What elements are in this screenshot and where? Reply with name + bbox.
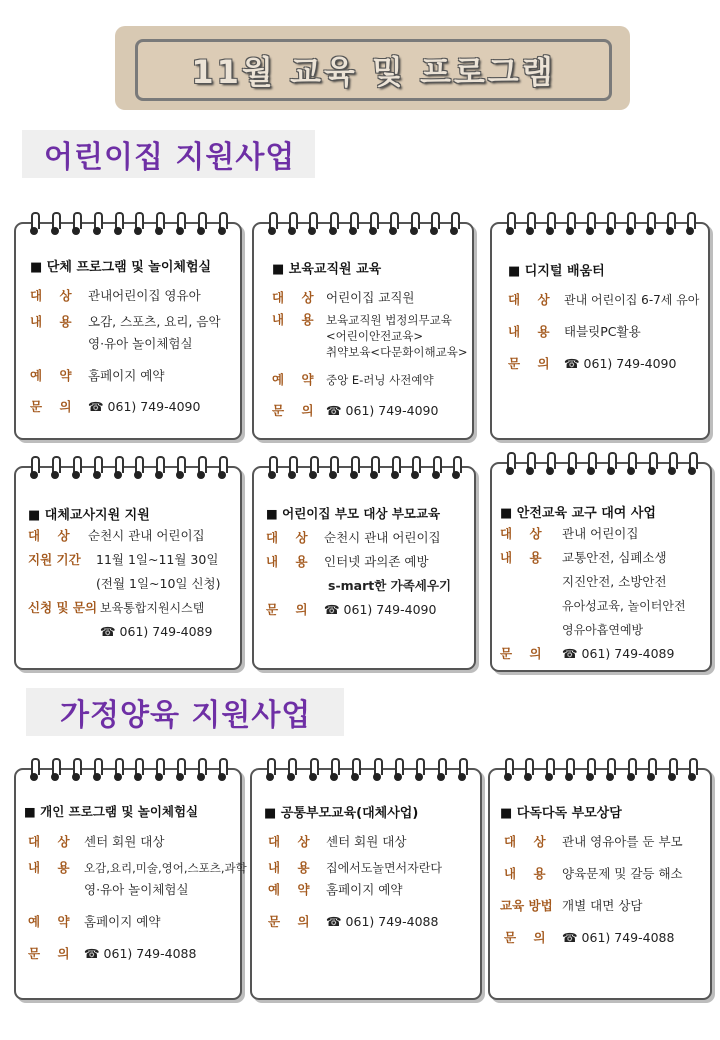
value-reservation: 홈페이지 예약	[88, 368, 165, 383]
binding-ring	[308, 212, 316, 236]
page-title: 11월 교육 및 프로그램	[191, 53, 556, 91]
binding-ring	[566, 212, 574, 236]
binding-ring	[176, 456, 184, 480]
card-title: ■ 보육교직원 교육	[272, 262, 382, 277]
label-content: 내 용	[266, 554, 308, 569]
program-card-parent-education	[252, 466, 476, 670]
label-inquiry: 문 의	[500, 646, 542, 661]
binding-ring	[415, 758, 423, 782]
value-content-3: 유아성교육, 놀이터안전	[562, 599, 686, 613]
binding-ring	[627, 758, 635, 782]
binding-ring	[51, 212, 59, 236]
value-reservation: 중앙 E-러닝 사전예약	[326, 373, 434, 387]
label-inquiry: 문 의	[30, 399, 72, 414]
value-content-2: 지진안전, 소방안전	[562, 574, 667, 589]
label-inquiry: 문 의	[268, 914, 310, 929]
value-content: 집에서도놀면서자란다	[326, 861, 442, 875]
binding-ring	[686, 212, 694, 236]
binding-ring	[666, 212, 674, 236]
binding-ring	[72, 758, 80, 782]
program-card-staff	[252, 222, 474, 440]
binding-ring	[155, 212, 163, 236]
section-title-daycare: 어린이집 지원사업	[22, 130, 315, 178]
label-method: 교육 방법	[500, 898, 553, 913]
program-card-digital	[490, 222, 710, 440]
binding-ring	[309, 758, 317, 782]
value-content: 보육교직원 법정의무교육	[326, 313, 452, 327]
label-content: 내 용	[268, 860, 310, 875]
binding-ring	[288, 212, 296, 236]
spiral-binding	[506, 452, 696, 478]
value-reservation: 홈페이지 예약	[84, 914, 161, 929]
binding-ring	[197, 456, 205, 480]
binding-ring	[586, 212, 594, 236]
spiral-binding	[30, 212, 226, 238]
binding-ring	[586, 758, 594, 782]
binding-ring	[391, 456, 399, 480]
binding-ring	[587, 452, 595, 476]
binding-ring	[268, 456, 276, 480]
card-title: ■ 디지털 배움터	[508, 264, 605, 279]
binding-ring	[93, 456, 101, 480]
label-target: 대 상	[266, 530, 308, 545]
binding-ring	[506, 452, 514, 476]
spiral-binding	[30, 456, 226, 482]
banner	[115, 26, 630, 110]
spiral-binding	[266, 758, 466, 784]
binding-ring	[114, 456, 122, 480]
value-content-2: 영·유아 놀이체험실	[88, 336, 193, 351]
binding-ring	[176, 212, 184, 236]
binding-ring	[309, 456, 317, 480]
binding-ring	[524, 758, 532, 782]
binding-ring	[432, 456, 440, 480]
card-title: ■ 대체교사지원 지원	[28, 508, 150, 523]
label-target: 대 상	[272, 290, 314, 305]
binding-ring	[668, 452, 676, 476]
binding-ring	[373, 758, 381, 782]
binding-ring	[668, 758, 676, 782]
binding-ring	[72, 456, 80, 480]
value-phone: ☎ 061) 749-4090	[326, 403, 439, 418]
value-target: 순천시 관내 어린이집	[88, 528, 205, 543]
binding-ring	[646, 212, 654, 236]
binding-ring	[546, 452, 554, 476]
binding-ring	[134, 456, 142, 480]
card-title: ■ 단체 프로그램 및 놀이체험실	[30, 260, 212, 275]
value-content-2: s-mart한 가족세우기	[328, 578, 452, 593]
label-target: 대 상	[30, 288, 72, 303]
binding-ring	[114, 212, 122, 236]
value-content: 양육문제 및 갈등 해소	[562, 866, 683, 881]
value-reservation: 홈페이지 예약	[326, 882, 403, 897]
label-inquiry: 문 의	[504, 930, 546, 945]
value-content: 태블릿PC활용	[564, 324, 641, 339]
binding-ring	[452, 456, 460, 480]
spiral-binding	[506, 212, 694, 238]
binding-ring	[437, 758, 445, 782]
label-content: 내 용	[30, 314, 72, 329]
value-content-3: 취약보육<다문화이해교육>	[326, 345, 468, 359]
binding-ring	[369, 212, 377, 236]
binding-ring	[93, 212, 101, 236]
value-phone: ☎ 061) 749-4088	[84, 946, 197, 961]
label-reservation: 예 약	[268, 882, 310, 897]
spiral-binding	[504, 758, 696, 784]
section-title-home-care: 가정양육 지원사업	[26, 688, 344, 736]
program-card-common-parent	[250, 768, 482, 1000]
label-content: 내 용	[500, 550, 542, 565]
label-apply: 신청 및 문의	[28, 600, 98, 615]
card-title: ■ 안전교육 교구 대여 사업	[500, 506, 656, 521]
value-content: 교통안전, 심폐소생	[562, 550, 667, 565]
binding-ring	[51, 456, 59, 480]
card-title: ■ 다독다독 부모상담	[500, 806, 622, 821]
value-phone: ☎ 061) 749-4090	[88, 399, 201, 414]
value-target: 관내어린이집 영유아	[88, 288, 201, 303]
label-target: 대 상	[500, 526, 542, 541]
label-inquiry: 문 의	[272, 403, 314, 418]
binding-ring	[329, 212, 337, 236]
value-phone: ☎ 061) 749-4089	[100, 624, 213, 639]
binding-ring	[114, 758, 122, 782]
card-title: ■ 공통부모교육(대체사업)	[264, 806, 419, 821]
banner-frame	[135, 39, 612, 101]
value-phone: ☎ 061) 749-4089	[562, 646, 675, 661]
value-period: 11월 1일~11월 30일	[96, 552, 219, 567]
program-card-individual	[14, 768, 247, 1000]
binding-ring	[506, 212, 514, 236]
binding-ring	[627, 452, 635, 476]
value-phone: ☎ 061) 749-4090	[564, 356, 677, 371]
value-target: 어린이집 교직원	[326, 290, 415, 305]
value-phone: ☎ 061) 749-4088	[562, 930, 675, 945]
binding-ring	[430, 212, 438, 236]
binding-ring	[606, 758, 614, 782]
binding-ring	[30, 212, 38, 236]
program-card-substitute	[14, 466, 242, 670]
value-target: 센터 회원 대상	[326, 834, 407, 849]
binding-ring	[155, 758, 163, 782]
label-content: 내 용	[504, 866, 546, 881]
binding-ring	[526, 452, 534, 476]
label-content: 내 용	[28, 860, 70, 875]
binding-ring	[176, 758, 184, 782]
label-inquiry: 문 의	[508, 356, 550, 371]
spiral-binding	[30, 758, 226, 784]
binding-ring	[688, 452, 696, 476]
binding-ring	[266, 758, 274, 782]
card-title: ■ 개인 프로그램 및 놀이체험실	[24, 804, 199, 819]
program-card-safety-rental	[490, 462, 712, 672]
binding-ring	[607, 452, 615, 476]
label-content: 내 용	[272, 312, 314, 327]
binding-ring	[389, 212, 397, 236]
binding-ring	[30, 758, 38, 782]
binding-ring	[648, 452, 656, 476]
value-target: 센터 회원 대상	[84, 834, 165, 849]
binding-ring	[134, 212, 142, 236]
binding-ring	[218, 758, 226, 782]
value-period-2: (전월 1일~10일 신청)	[96, 576, 221, 591]
binding-ring	[287, 758, 295, 782]
value-target: 관내 영유아를 둔 부모	[562, 834, 683, 849]
binding-ring	[349, 212, 357, 236]
binding-ring	[688, 758, 696, 782]
label-period: 지원 기간	[28, 552, 81, 567]
binding-ring	[450, 212, 458, 236]
value-apply: 보육통합지원시스템	[100, 601, 205, 615]
binding-ring	[370, 456, 378, 480]
label-inquiry: 문 의	[28, 946, 70, 961]
label-target: 대 상	[508, 292, 550, 307]
binding-ring	[567, 452, 575, 476]
binding-ring	[526, 212, 534, 236]
binding-ring	[268, 212, 276, 236]
label-target: 대 상	[28, 528, 70, 543]
binding-ring	[330, 758, 338, 782]
label-target: 대 상	[268, 834, 310, 849]
binding-ring	[197, 758, 205, 782]
label-reservation: 예 약	[272, 372, 314, 387]
binding-ring	[545, 758, 553, 782]
binding-ring	[350, 456, 358, 480]
value-content: 인터넷 과의존 예방	[324, 554, 429, 569]
program-card-group	[14, 222, 242, 440]
label-content: 내 용	[508, 324, 550, 339]
binding-ring	[606, 212, 614, 236]
value-target: 관내 어린이집 6-7세 유아	[564, 293, 700, 307]
value-content-4: 영유아흡연예방	[562, 623, 644, 637]
binding-ring	[411, 456, 419, 480]
binding-ring	[565, 758, 573, 782]
value-phone: ☎ 061) 749-4090	[324, 602, 437, 617]
binding-ring	[30, 456, 38, 480]
binding-ring	[288, 456, 296, 480]
spiral-binding	[268, 212, 458, 238]
binding-ring	[134, 758, 142, 782]
label-reservation: 예 약	[30, 368, 72, 383]
binding-ring	[329, 456, 337, 480]
binding-ring	[218, 212, 226, 236]
binding-ring	[155, 456, 163, 480]
binding-ring	[394, 758, 402, 782]
binding-ring	[504, 758, 512, 782]
binding-ring	[410, 212, 418, 236]
binding-ring	[626, 212, 634, 236]
card-title: ■ 어린이집 부모 대상 부모교육	[266, 506, 441, 521]
binding-ring	[458, 758, 466, 782]
value-content: 오감,요리,미술,영어,스포츠,과학	[84, 861, 247, 875]
label-target: 대 상	[504, 834, 546, 849]
binding-ring	[93, 758, 101, 782]
binding-ring	[546, 212, 554, 236]
binding-ring	[218, 456, 226, 480]
value-content-2: 영·유아 놀이체험실	[84, 882, 189, 897]
value-content-2: <어린이안전교육>	[326, 329, 424, 343]
binding-ring	[647, 758, 655, 782]
label-inquiry: 문 의	[266, 602, 308, 617]
value-content: 오감, 스포츠, 요리, 음악	[88, 314, 221, 329]
binding-ring	[351, 758, 359, 782]
binding-ring	[72, 212, 80, 236]
spiral-binding	[268, 456, 460, 482]
value-target: 관내 어린이집	[562, 526, 639, 541]
value-method: 개별 대면 상담	[562, 898, 643, 913]
value-phone: ☎ 061) 749-4088	[326, 914, 439, 929]
value-target: 순천시 관내 어린이집	[324, 530, 441, 545]
label-target: 대 상	[28, 834, 70, 849]
program-card-counseling	[488, 768, 712, 1000]
label-reservation: 예 약	[28, 914, 70, 929]
binding-ring	[51, 758, 59, 782]
binding-ring	[197, 212, 205, 236]
